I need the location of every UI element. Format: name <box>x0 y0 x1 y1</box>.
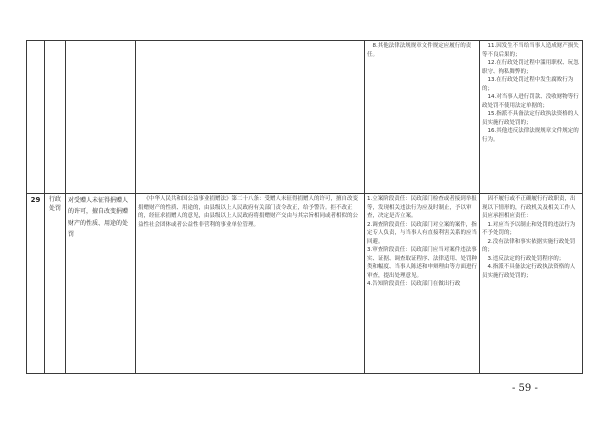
accountability-item: 14.对当事人进行罚款、没收财物等行政处罚不使用法定单据的； <box>482 94 579 109</box>
row-accountability-cell <box>480 194 583 374</box>
row-number: 29 <box>27 194 45 374</box>
number-cell <box>27 41 45 194</box>
accountability-item: 15.指派不具备法定行政执法资格的人员实施行政处罚的； <box>482 111 579 126</box>
row-item-name: 对受赠人未征得捐赠人的许可，擅自改变捐赠财产的性质、用途的处罚 <box>66 194 136 374</box>
accountability-item: 因不履行或不正确履行行政职责，出现以下情形的，行政机关及相关工作人员应承担相应责任： <box>482 196 576 220</box>
table-row-continued <box>27 41 583 194</box>
legal-basis-text: 《中华人民共和国公益事业捐赠法》第二十八条：受赠人未征得捐赠人的许可，擅自改变捐赠财产的性质、用途的，由县级以上人民政府有关部门责令改正，给予警告。拒不改正的，经征求捐赠人的意见，由县级以上人民政府将捐赠财产交由与其宗旨相同或者相似的公益性社会团体或者公益性非营利的事业单位管理。 <box>138 196 359 228</box>
duty-item: 1.立案阶段责任：民政部门检查或者接到举报等，发现相关违法行为应及时制止，予以审查，决定是否立案。 <box>367 196 477 220</box>
document-page <box>26 40 582 373</box>
accountability-item: 16.其他违反法律法规规章文件规定的行为。 <box>482 128 579 143</box>
duty-item: 4.告知阶段责任：民政部门在做出行政 <box>367 281 461 288</box>
table-row-29 <box>27 194 583 374</box>
accountability-cell <box>480 41 583 194</box>
row-duty-cell <box>365 194 480 374</box>
accountability-item: 4.指派不具备法定行政执法资格的人员实施行政处罚的； <box>482 264 576 279</box>
accountability-item: 12.在行政处罚过程中滥用职权、玩忽职守、徇私舞弊的； <box>482 60 579 75</box>
accountability-item: 1.对应当予以制止和处罚的违法行为不予处罚的； <box>482 221 576 237</box>
accountability-item: 2.没有法律和事实依据实施行政处罚的； <box>482 238 576 254</box>
row-legal-basis <box>136 194 365 374</box>
row-category: 行政处罚 <box>45 194 66 374</box>
name-cell <box>66 41 136 194</box>
duty-table <box>26 40 583 374</box>
accountability-item: 11.因发生不当给当事人造成财产损失等不良后果的； <box>482 43 579 58</box>
duty-cell <box>365 41 480 194</box>
duty-item: 3.审查阶段责任：民政部门应当对案件违法事实、证据、调查取证程序、法律适用、处罚种类和幅度、当事人陈述和申辩理由等方面进行审查，提出处理意见。 <box>367 247 478 279</box>
basis-cell <box>136 41 365 194</box>
accountability-item: 13.在行政处罚过程中发生腐败行为的； <box>482 77 574 92</box>
category-cell <box>45 41 66 194</box>
accountability-item: 3.违反法定的行政处罚程序的； <box>487 255 565 262</box>
page-number: - 59 - <box>512 383 538 394</box>
duty-item: 8.其他法律法规规章文件规定应履行的责任。 <box>367 43 472 58</box>
duty-item: 2.调查阶段责任：民政部门对立案的案件，指定专人负责，与当事人有直接利害关系的应当回避。 <box>367 221 478 245</box>
